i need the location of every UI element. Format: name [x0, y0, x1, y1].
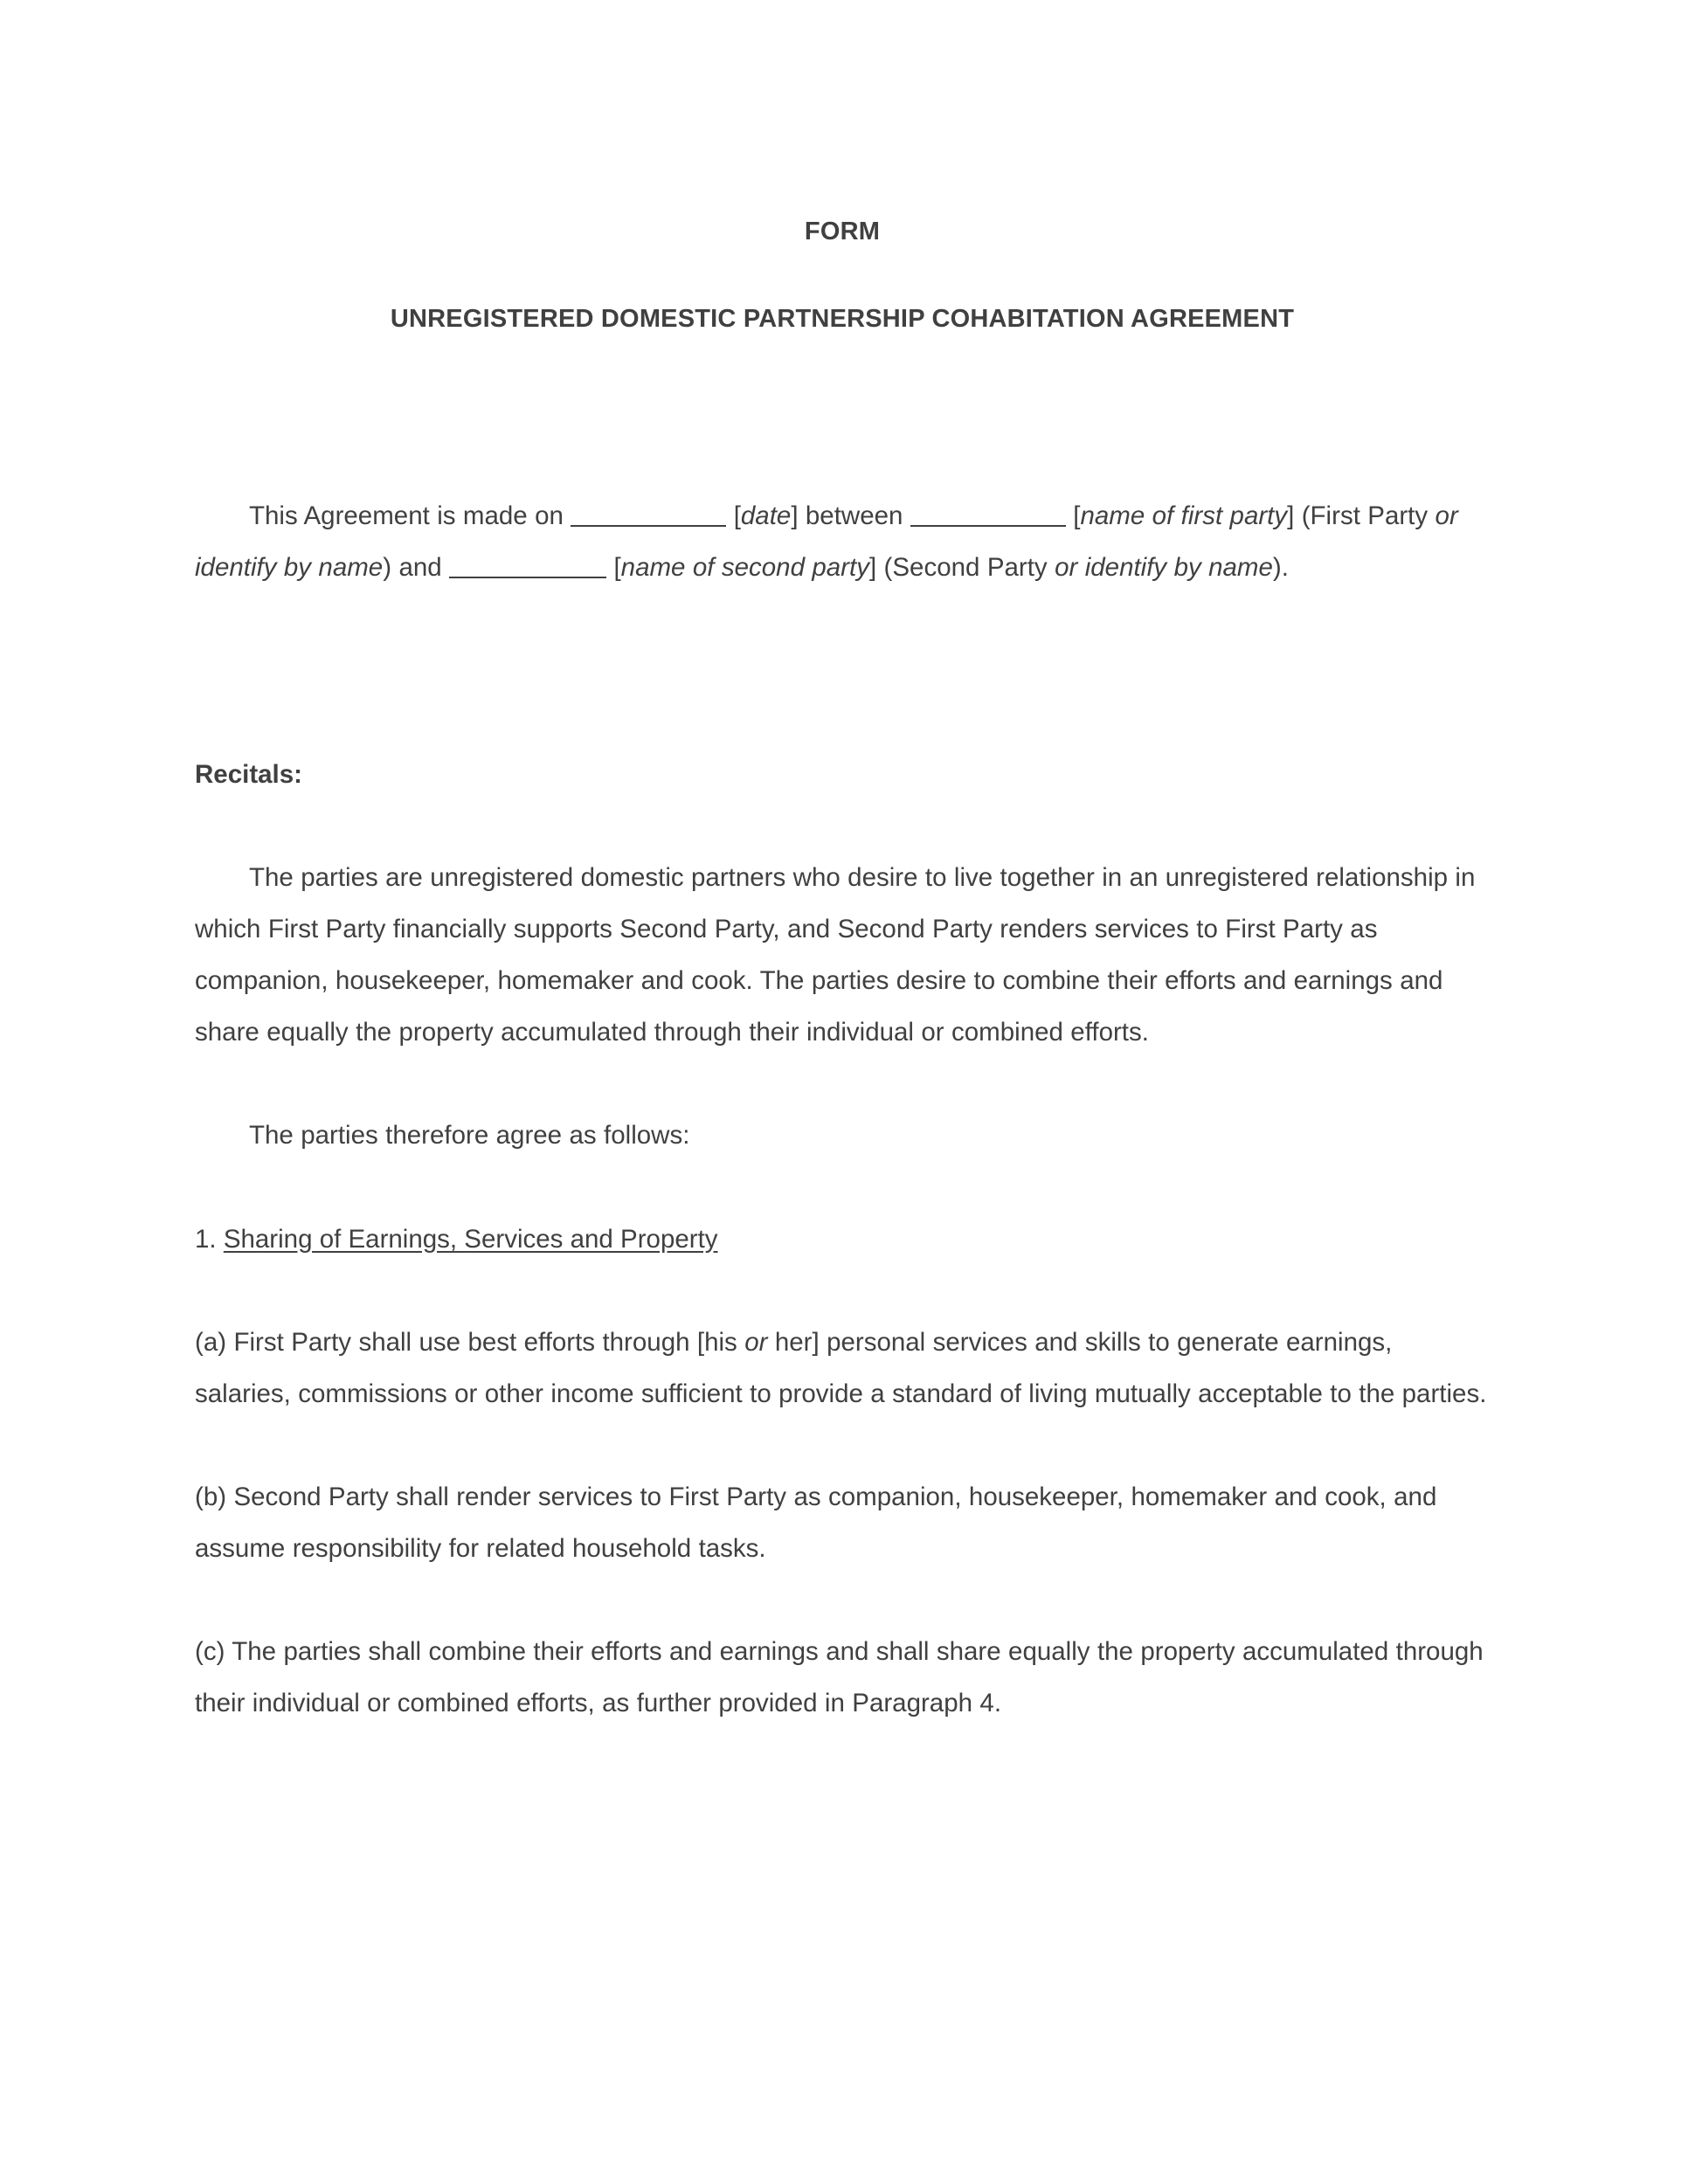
second-party-open: [ — [606, 552, 621, 582]
spacer-after-recitals-heading — [195, 800, 1490, 852]
section-1-item-b: (b) Second Party shall render services to First Party as companion, housekeeper, homemaker and cook, and assume responsibility for related household tasks. — [195, 1482, 1437, 1563]
first-party-close: ] (First Party — [1287, 501, 1435, 530]
agreement-lead-paragraph: The parties therefore agree as follows: — [249, 1120, 690, 1150]
spacer-before-section-1 — [195, 1161, 1490, 1213]
second-party-placeholder: name of second party — [620, 552, 869, 582]
section-1-item-a — [195, 1317, 1490, 1420]
spacer-before-item-b — [195, 1420, 1490, 1471]
intro-paragraph — [195, 490, 1490, 593]
form-label: FORM — [804, 218, 881, 245]
intro-date-close: ] between — [791, 501, 910, 530]
first-party-tail: ) and — [383, 552, 450, 582]
section-1-title: Sharing of Earnings, Services and Property — [223, 1224, 718, 1254]
intro-lead: This Agreement is made on — [249, 501, 571, 530]
document-content — [195, 0, 1490, 1729]
spacer-before-item-a — [195, 1265, 1490, 1317]
recitals-heading: Recitals: — [195, 759, 302, 789]
spacer-before-agreement-lead — [195, 1058, 1490, 1109]
item-a-part1: (a) First Party shall use best efforts through [his — [195, 1327, 745, 1357]
first-party-placeholder: name of first party — [1080, 501, 1288, 530]
section-1-item-c: (c) The parties shall combine their efforts and earnings and shall share equally the property accumulated through their individual or combined efforts, as further provided in Paragraph 4. — [195, 1636, 1484, 1717]
second-party-close: ] (Second Party — [868, 552, 1055, 582]
second-party-tail: ). — [1272, 552, 1289, 582]
section-1-number: 1. — [195, 1224, 224, 1254]
first-party-open: [ — [1065, 501, 1081, 530]
spacer-before-recitals — [195, 593, 1490, 749]
date-placeholder: date — [740, 501, 792, 530]
spacer-after-title — [195, 335, 1490, 490]
first-party-blank-field[interactable] — [910, 525, 1066, 527]
item-a-part2: her] personal services and skills to generate earnings, salaries, commissions or other income sufficient to provide a standard of living mutually acceptable to the parties. — [195, 1327, 1487, 1408]
recitals-paragraph: The parties are unregistered domestic partners who desire to live together in an unregistered relationship in which First Party financially supports Second Party, and Second Party renders services to First Party as companion, housekeeper, homemaker and cook. The parties desire to combine their efforts and earnings and share equally the property accumulated through their individual or combined efforts. — [195, 862, 1476, 1047]
page-title: UNREGISTERED DOMESTIC PARTNERSHIP COHABITATION AGREEMENT — [390, 304, 1295, 333]
second-party-blank-field[interactable] — [449, 577, 606, 578]
date-blank-field[interactable] — [571, 525, 726, 527]
item-a-or: or — [744, 1327, 768, 1357]
first-party-alt: or identify by name — [195, 501, 1458, 582]
second-party-alt: or identify by name — [1055, 552, 1273, 582]
section-1-heading — [195, 1213, 1490, 1265]
intro-date-open: [ — [726, 501, 741, 530]
spacer-before-item-c — [195, 1574, 1490, 1626]
